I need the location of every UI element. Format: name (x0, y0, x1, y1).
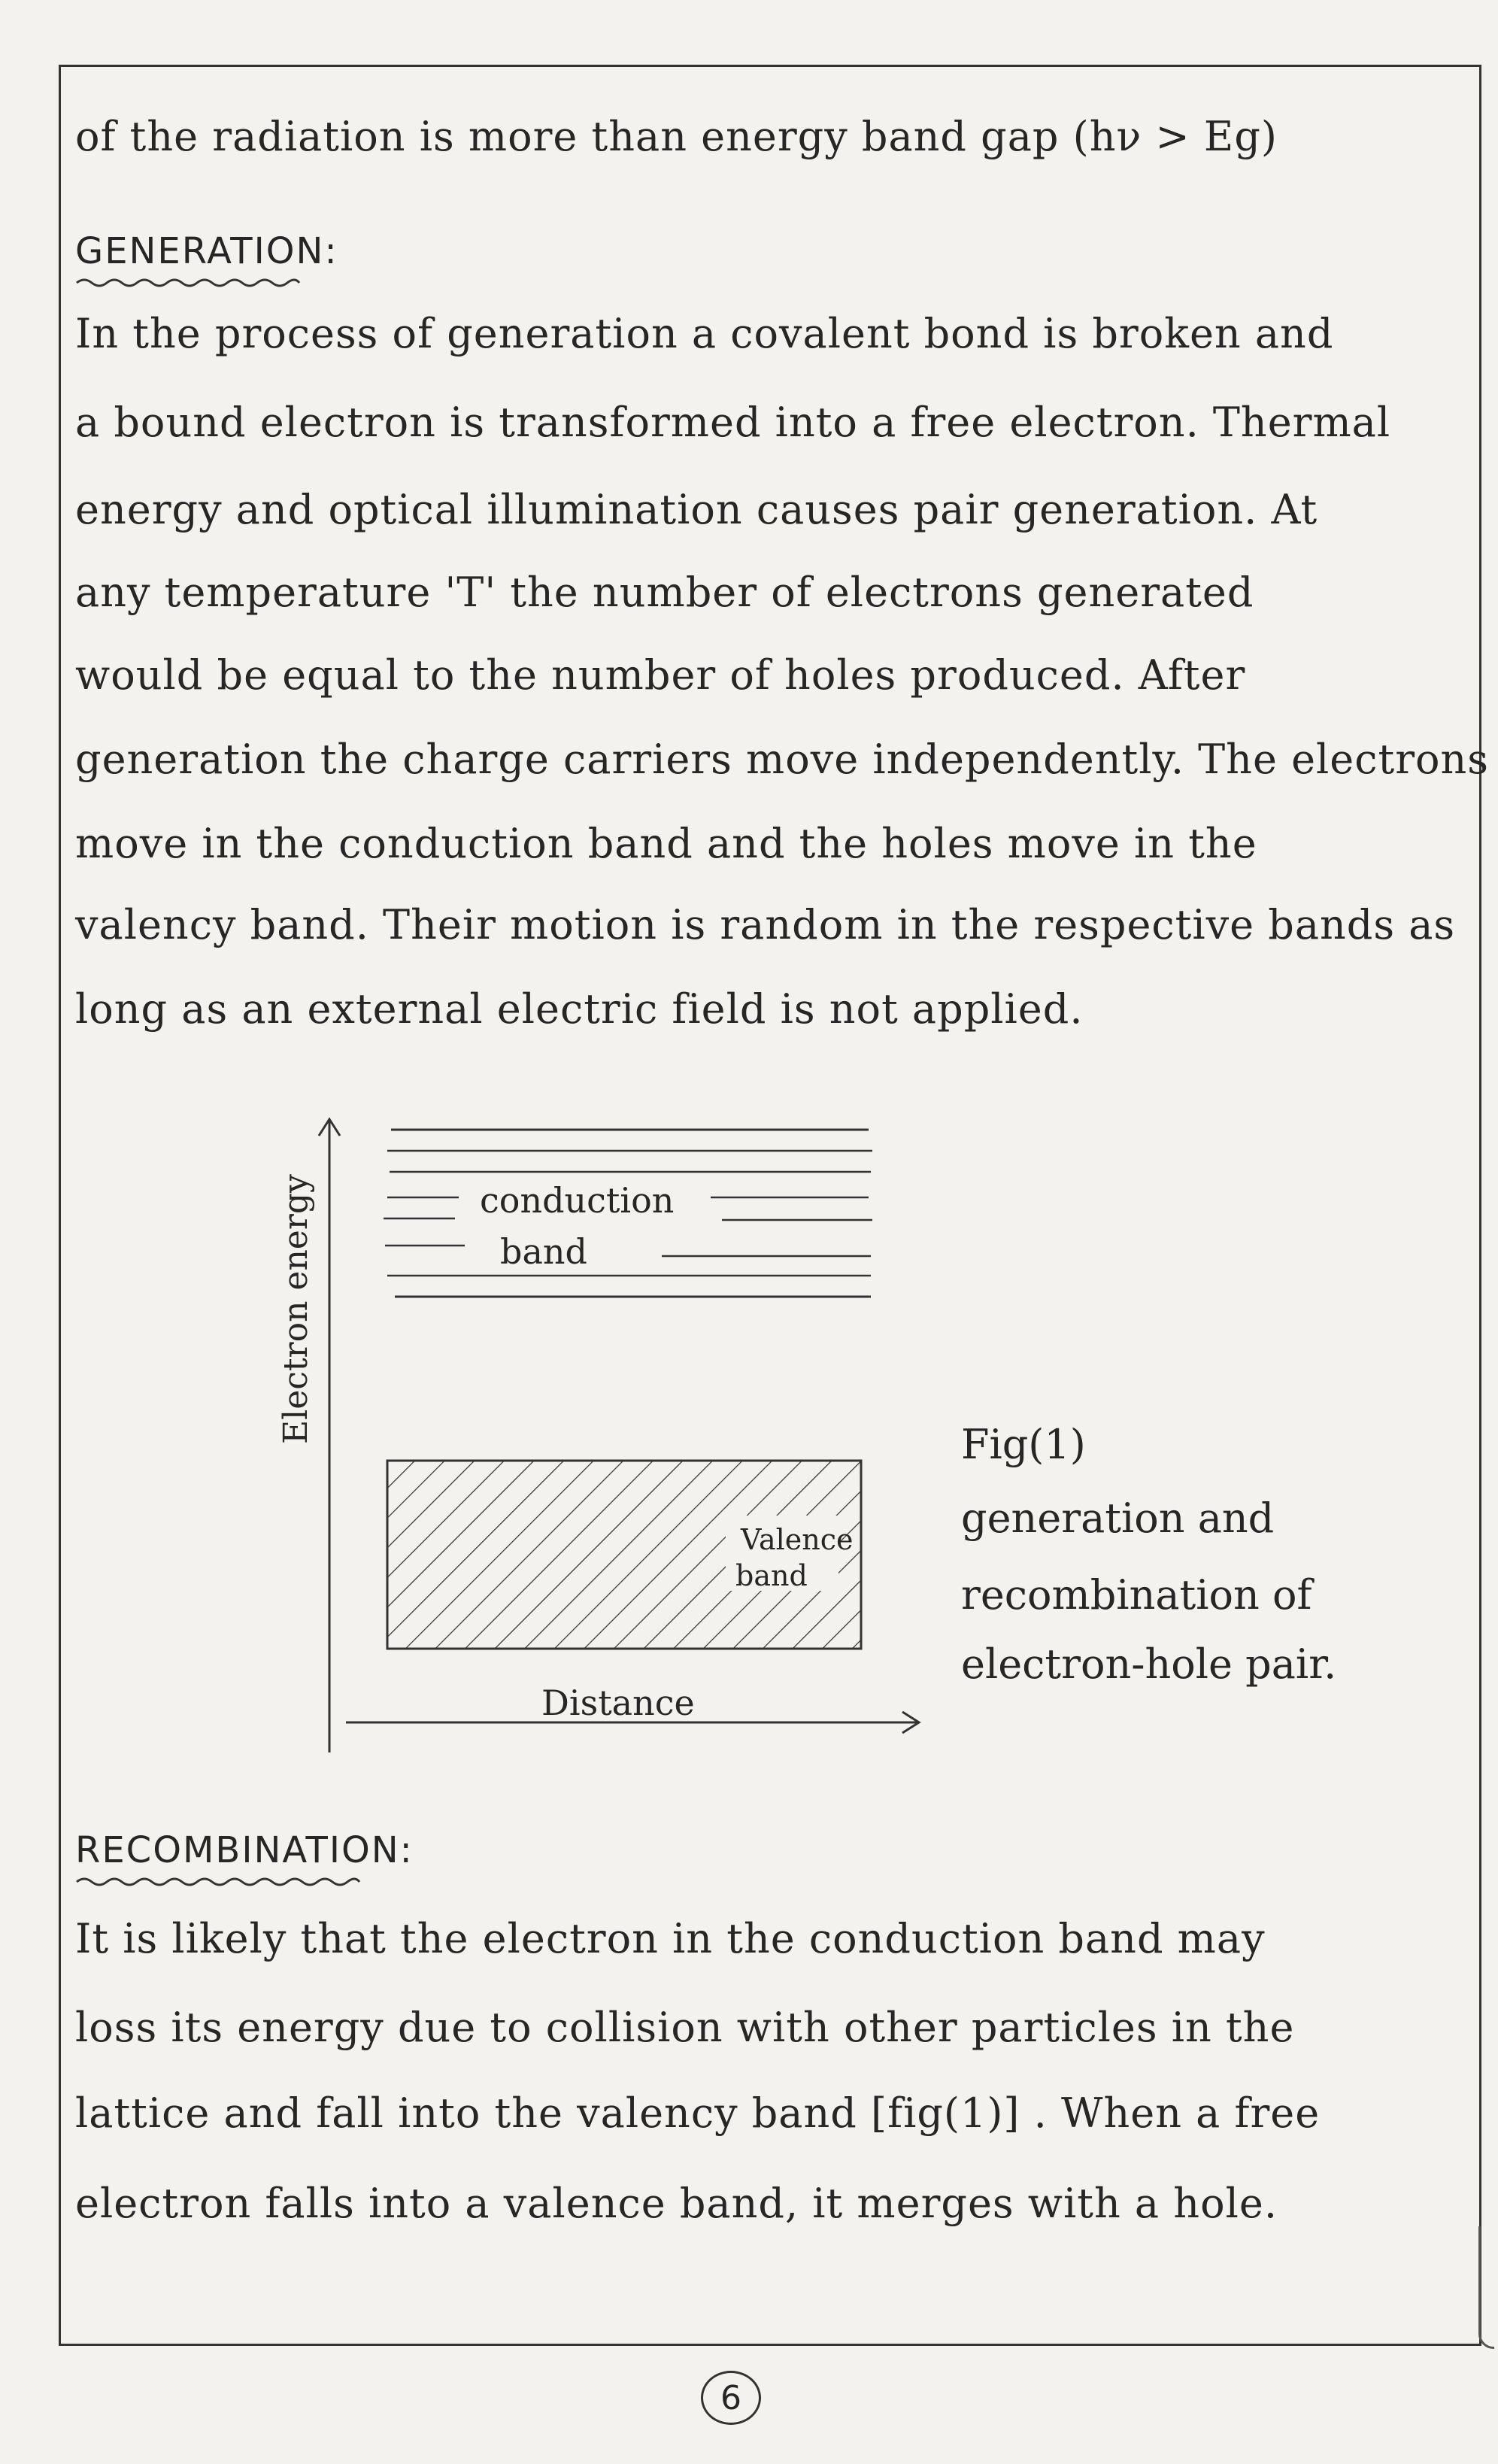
figure-caption: generation and (961, 1494, 1275, 1542)
bottom-rule (59, 2344, 1479, 2346)
valence-band-label: Valence (741, 1523, 854, 1556)
valence-band (387, 1461, 861, 1649)
generation-line: long as an external electric field is not applied. (75, 985, 1084, 1033)
figure-caption-number: Fig(1) (961, 1421, 1086, 1468)
generation-line: any temperature 'T' the number of electrons generated (75, 569, 1254, 616)
generation-line: a bound electron is transformed into a free electron. Thermal (75, 399, 1391, 446)
generation-line: In the process of generation a covalent bond is broken and (75, 310, 1334, 357)
recombination-line: It is likely that the electron in the conduction band may (75, 1915, 1266, 1962)
page-edge (1478, 2226, 1494, 2349)
recombination-line: electron falls into a valence band, it merges with a hole. (75, 2180, 1278, 2227)
valence-band-label: band (735, 1559, 808, 1592)
conduction-band (384, 1130, 872, 1297)
page-number: 6 (701, 2371, 761, 2425)
generation-line: valency band. Their motion is random in the respective bands as (75, 901, 1456, 948)
generation-line: would be equal to the number of holes produced. After (75, 651, 1246, 699)
recombination-line: loss its energy due to collision with other particles in the (75, 2004, 1295, 2051)
energy-band-diagram (241, 1098, 932, 1790)
y-axis-label: Electron energy (277, 1174, 315, 1444)
conduction-band-label: conduction (480, 1180, 675, 1221)
generation-line: generation the charge carriers move independently. The electrons (75, 736, 1490, 783)
x-axis-label: Distance (541, 1683, 695, 1723)
conduction-band-label: band (500, 1231, 587, 1272)
generation-line: move in the conduction band and the holes move in the (75, 820, 1257, 867)
recombination-line: lattice and fall into the valency band [fig(1)] . When a free (75, 2089, 1321, 2137)
generation-underline (75, 277, 301, 287)
figure-caption: recombination of (961, 1571, 1312, 1619)
generation-heading: GENERATION: (75, 230, 338, 272)
generation-line: energy and optical illumination causes pair generation. At (75, 486, 1318, 533)
recombination-underline (75, 1876, 361, 1886)
figure-caption: electron-hole pair. (961, 1640, 1337, 1688)
recombination-heading: RECOMBINATION: (75, 1829, 414, 1871)
intro-line: of the radiation is more than energy band gap (hν > Eg) (75, 113, 1278, 160)
